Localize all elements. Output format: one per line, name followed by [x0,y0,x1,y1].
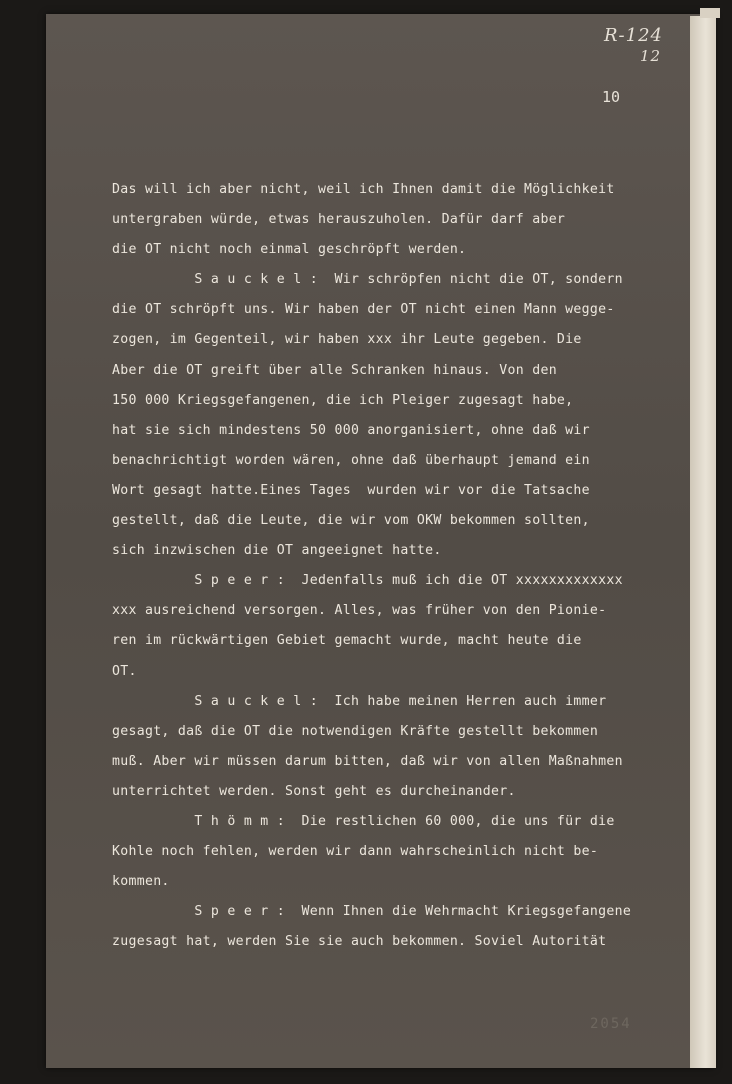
text-line: die OT schröpft uns. Wir haben der OT nicht einen Mann wegge- [112,302,615,318]
text-line: S a u c k e l : Ich habe meinen Herren auch immer [112,693,607,709]
text-line: 150 000 Kriegsgefangenen, die ich Pleiger zugesagt habe, [112,392,574,408]
text-line: Das will ich aber nicht, weil ich Ihnen damit die Möglichkeit [112,182,615,197]
text-line: muß. Aber wir müssen darum bitten, daß wir von allen Maßnahmen [112,753,623,769]
text-line: kommen. [112,874,170,890]
text-line: benachrichtigt worden wären, ohne daß überhaupt jemand ein [112,452,590,468]
text-line: ren im rückwärtigen Gebiet gemacht wurde, macht heute die [112,633,582,649]
page-number: 10 [602,88,621,106]
text-line: unterrichtet werden. Sonst geht es durcheinander. [112,783,516,799]
text-line: hat sie sich mindestens 50 000 anorganisiert, ohne daß wir [112,422,590,438]
paper-edge-top [700,8,720,18]
archive-ref-sub: 12 [640,47,662,65]
text-line: OT. [112,663,137,679]
text-line: S a u c k e l : Wir schröpfen nicht die OT, sondern [112,272,623,288]
text-line: S p e e r : Wenn Ihnen die Wehrmacht Kriegsgefangene [112,904,632,920]
text-line: S p e e r : Jedenfalls muß ich die OT xxxxxxxxxxxxx [112,573,623,589]
text-line: Wort gesagt hatte.Eines Tages wurden wir vor die Tatsache [112,482,590,498]
text-line: gestellt, daß die Leute, die wir vom OKW bekommen sollten, [112,513,590,529]
text-line: T h ö m m : Die restlichen 60 000, die uns für die [112,813,615,829]
text-line: zogen, im Gegenteil, wir haben xxx ihr Leute gegeben. Die [112,332,582,348]
text-line: die OT nicht noch einmal geschröpft werden. [112,242,467,258]
text-line: xxx ausreichend versorgen. Alles, was früher von den Pionie- [112,603,607,619]
footer-stamp: 2054 [590,1016,632,1032]
text-line: gesagt, daß die OT die notwendigen Kräfte gestellt bekommen [112,723,599,739]
text-line: sich inzwischen die OT angeeignet hatte. [112,543,442,559]
archive-ref-main: R-124 [604,25,663,46]
text-line: Kohle noch fehlen, werden wir dann wahrscheinlich nicht be- [112,844,599,860]
text-line: zugesagt hat, werden Sie sie auch bekommen. Soviel Autorität [112,934,607,950]
archive-reference [604,25,694,65]
text-line: untergraben würde, etwas herauszuholen. Dafür darf aber [112,212,566,228]
text-line: Aber die OT greift über alle Schranken hinaus. Von den [112,362,557,378]
typed-text-block [112,175,712,957]
